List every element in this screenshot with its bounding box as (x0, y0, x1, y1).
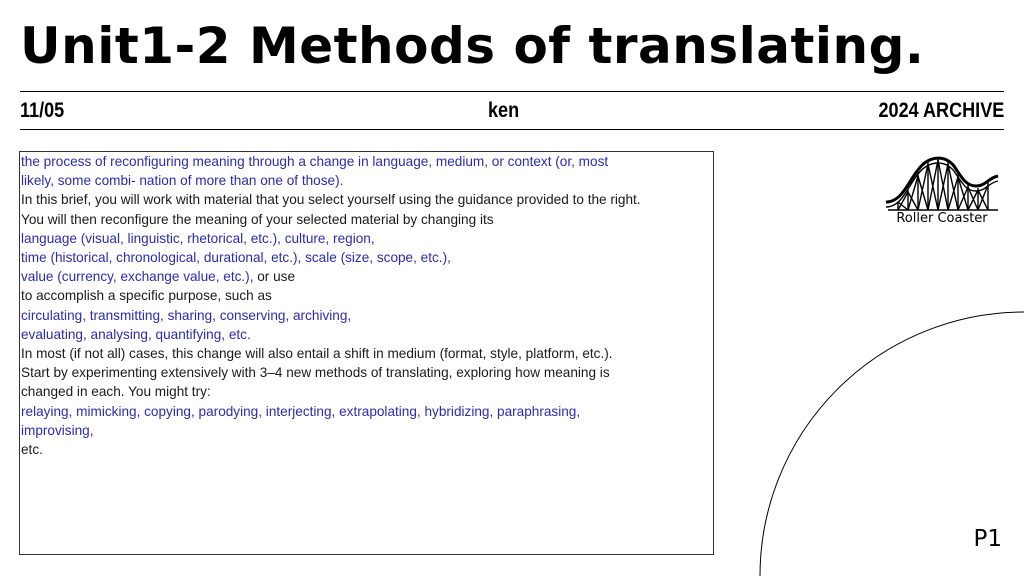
content-line: language (visual, linguistic, rhetorical, etc.), culture, region, (21, 230, 375, 246)
content-line: time (historical, chronological, durational, etc.), scale (size, scope, etc.), (21, 250, 451, 266)
content-line: In most (if not all) cases, this change will also entail a shift in medium (format, style, platform, etc.). (21, 346, 613, 362)
content-line: to accomplish a specific purpose, such as (21, 288, 272, 304)
logo-label: Roller Coaster (896, 211, 988, 226)
content-text-box[interactable] (19, 151, 714, 555)
header-bottom-rule (20, 129, 1004, 130)
roller-coaster-logo (884, 152, 1000, 232)
slide-title: Unit1-2 Methods of translating. (20, 17, 925, 75)
header-author: ken (488, 99, 520, 122)
content-line: You will then reconfigure the meaning of your selected material by changing its (21, 211, 494, 227)
content-line-text: or use (253, 269, 296, 285)
header-archive-label: 2024 ARCHIVE (878, 99, 1004, 122)
content-line: evaluating, analysing, quantifying, etc. (21, 326, 251, 342)
roller-coaster-icon (884, 152, 1000, 212)
content-line: changed in each. You might try: (21, 384, 211, 400)
content-line: the process of reconfiguring meaning through a change in language, medium, or context (or, most (21, 154, 609, 169)
content-line: Start by experimenting extensively with 3–4 new methods of translating, exploring how meaning is (21, 365, 610, 381)
header-top-rule (20, 91, 1004, 92)
content-line: In this brief, you will work with material that you select yourself using the guidance provided to the right. (21, 192, 641, 208)
content-line: likely, some combi- nation of more than one of those). (21, 173, 344, 189)
page-number: P1 (973, 526, 1002, 552)
header-date: 11/05 (20, 99, 65, 122)
content-line: etc. (21, 442, 43, 458)
content-line: circulating, transmitting, sharing, conserving, archiving, (21, 307, 352, 323)
content-line: relaying, mimicking, copying, parodying, interjecting, extrapolating, hybridizing, paraphrasing, (21, 403, 581, 419)
content-line: improvising, (21, 422, 94, 438)
content-line (21, 267, 713, 286)
content-line-highlight: value (currency, exchange value, etc.), (21, 269, 254, 285)
